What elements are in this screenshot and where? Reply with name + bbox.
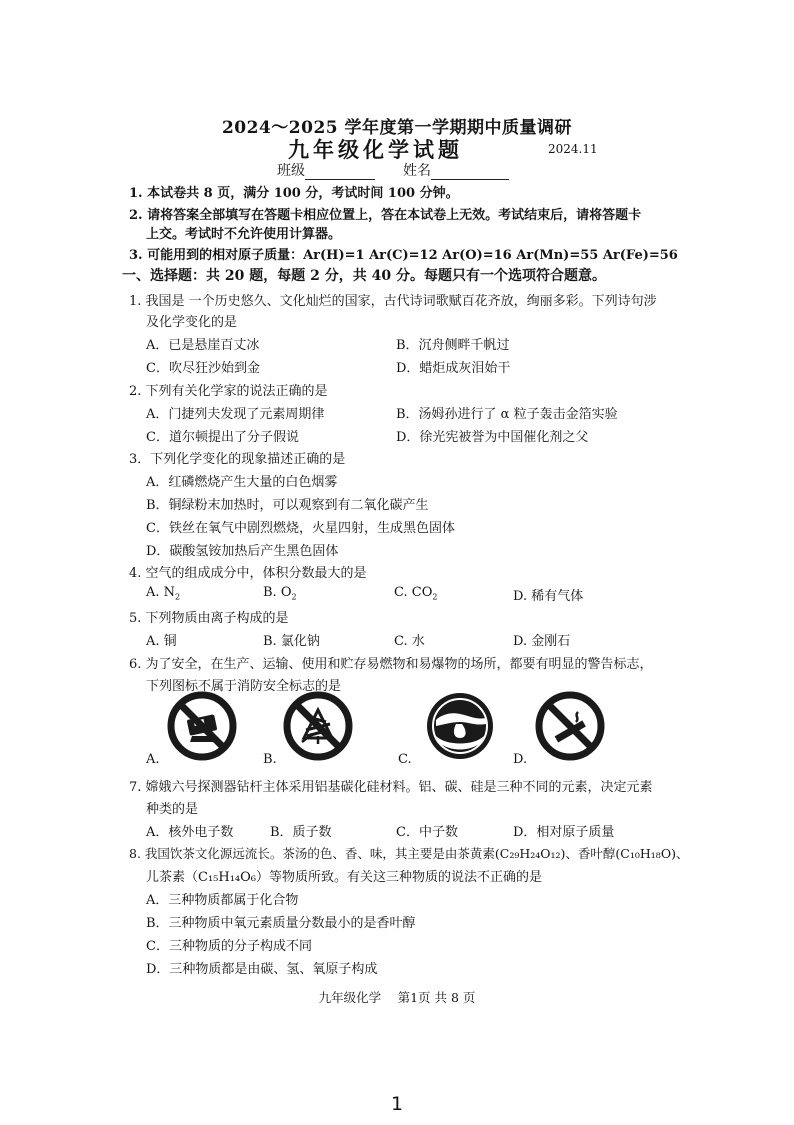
q5-option-a: A. 铜: [146, 634, 177, 649]
q4-a-subscript: 2: [175, 592, 181, 602]
q4-option-a: [146, 585, 180, 602]
name-blank: [431, 165, 509, 180]
q4-b-formula: B. O: [263, 585, 292, 600]
notice-2-cont: 上交。考试时不允许使用计算器。: [146, 227, 342, 242]
section-heading: 一、选择题：共 20 题，每题 2 分，共 40 分。每题只有一个选项符合题意。: [122, 268, 606, 284]
q1-option-b: B．沉舟侧畔千帆过: [396, 338, 510, 353]
class-name-line: [277, 160, 509, 180]
q3-stem: 3．下列化学变化的现象描述正确的是: [129, 452, 346, 467]
q3-option-a: A．红磷燃烧产生大量的白色烟雾: [146, 475, 338, 490]
q7-stem: 7. 嫦娥六号探测器钻杆主体采用铝基碳化硅材料。铝、碳、硅是三种不同的元素，决定元素: [129, 780, 653, 795]
no-fireworks-sign-icon: [282, 690, 354, 762]
q4-stem: 4. 空气的组成成分中，体积分数最大的是: [129, 566, 367, 581]
no-burning-materials-sign-icon: [166, 690, 238, 762]
q6-stem-cont: 下列图标不属于消防安全标志的是: [146, 679, 342, 694]
q5-option-b: B. 氯化钠: [263, 634, 320, 649]
q6-option-c-label: C.: [398, 752, 412, 767]
q4-option-d: D. 稀有气体: [513, 589, 584, 604]
q4-option-b: [263, 585, 297, 602]
q8-stem-cont: 儿茶素（C₁₅H₁₄O₆）等物质所致。有关这三种物质的说法不正确的是: [146, 870, 542, 885]
q4-a-formula: A. N: [146, 585, 176, 600]
exam-date: 2024.11: [548, 142, 598, 156]
q4-option-c: [394, 585, 437, 602]
q6-option-a-label: A.: [146, 752, 160, 767]
q1-stem-cont: 及化学变化的是: [146, 315, 238, 330]
q4-c-subscript: 2: [432, 592, 438, 602]
class-blank: [305, 165, 375, 180]
notice-2: 2. 请将答案全部填写在答题卡相应位置上，答在本试卷上无效。考试结束后，请将答题卡: [129, 208, 642, 223]
q8-option-c: C．三种物质的分子构成不同: [146, 939, 312, 954]
q7-option-c: C．中子数: [396, 825, 458, 840]
notice-1: 1. 本试卷共 8 页，满分 100 分，考试时间 100 分钟。: [129, 186, 459, 201]
q5-option-d: D. 金刚石: [513, 634, 571, 649]
exam-title: 2024～2025 学年度第一学期期中质量调研: [221, 118, 573, 138]
exam-subtitle: 九年级化学试题: [288, 137, 463, 162]
q1-option-d: D．蜡炬成灰泪始干: [396, 361, 511, 376]
page-footer: 九年级化学 第1页 共 8 页: [318, 990, 476, 1005]
q2-stem: 2. 下列有关化学家的说法正确的是: [129, 384, 328, 399]
q7-option-a: A．核外电子数: [146, 825, 234, 840]
q1-option-c: C．吹尽狂沙始到金: [146, 361, 260, 376]
q2-option-c: C．道尔顿提出了分子假说: [146, 430, 299, 445]
q6-stem: 6. 为了安全，在生产、运输、使用和贮存易燃物和易爆物的场所，都要有明显的警告标志，: [129, 657, 653, 672]
q3-option-b: B．铜绿粉末加热时，可以观察到有二氧化碳产生: [146, 498, 429, 513]
q3-option-d: D．碳酸氢铵加热后产生黑色固体: [146, 544, 339, 559]
q2-option-b: B．汤姆孙进行了 α 粒子轰击金箔实验: [396, 407, 618, 422]
name-label: 姓名: [403, 163, 431, 179]
notice-3: 3. 可能用到的相对原子质量：Ar(H)=1 Ar(C)=12 Ar(O)=16 Ar(Mn)=55 Ar(Fe)=56: [129, 248, 678, 263]
q5-stem: 5. 下列物质由离子构成的是: [129, 611, 289, 626]
q7-option-b: B．质子数: [270, 825, 332, 840]
q8-option-a: A．三种物质都属于化合物: [146, 893, 299, 908]
q5-option-c: C. 水: [394, 634, 425, 649]
q8-option-b: B．三种物质中氧元素质量分数最小的是香叶醇: [146, 916, 416, 931]
q4-c-formula: C. CO: [394, 585, 433, 600]
q2-option-d: D．徐光宪被誉为中国催化剂之父: [396, 430, 589, 445]
q2-option-a: A．门捷列夫发现了元素周期律: [146, 407, 325, 422]
no-smoking-sign-icon: [534, 690, 606, 762]
q3-option-c: C．铁丝在氧气中剧烈燃烧，火星四射，生成黑色固体: [146, 521, 455, 536]
q6-option-d-label: D.: [513, 752, 528, 767]
q7-stem-cont: 种类的是: [146, 802, 199, 817]
q6-option-b-label: B.: [263, 752, 277, 767]
class-label: 班级: [277, 163, 305, 179]
page-number: 1: [390, 1093, 404, 1115]
q8-stem: 8. 我国饮茶文化源远流长。茶汤的色、香、味，其主要是由茶黄素(C₂₉H₂₄O₁₂)、香叶醇(C₁₀H₁₈O)、: [129, 846, 689, 861]
q1-stem: 1. 我国是 一个历史悠久、文化灿烂的国家，古代诗词歌赋百花齐放，绚丽多彩。下列诗句涉: [129, 294, 657, 309]
q7-option-d: D．相对原子质量: [513, 825, 615, 840]
q8-option-d: D．三种物质都是由碳、氢、氧原子构成: [146, 962, 378, 977]
q4-b-subscript: 2: [291, 592, 297, 602]
q1-option-a: A．已是悬崖百丈冰: [146, 338, 260, 353]
water-saving-sign-icon: [424, 690, 496, 762]
